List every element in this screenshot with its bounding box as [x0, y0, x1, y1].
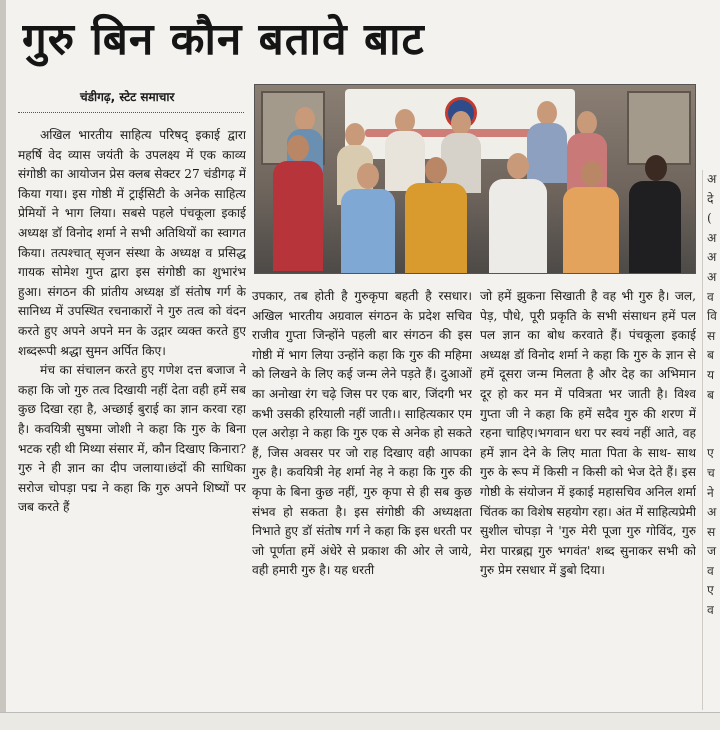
- photo-window: [627, 91, 691, 165]
- headline: गुरु बिन कौन बतावे बाट: [22, 14, 425, 65]
- paragraph: जो हमें झुकना सिखाती है वह भी गुरु है। जल, पेड़, पौधे, पूरी प्रकृति के सभी संसाधन हमें पल पल ज्ञान का बोध करवाते हैं। पंचकूला इकाई अध्यक्ष डॉ विनोद शर्मा ने कहा कि गुरु के ज्ञान से हमें दूसरा जन्म मिलता है और देह का अभिमान दूर हो कर मन में पवित्रता भर जाती है। विश्व गुप्ता जी ने कहा कि हमें सदैव गुरु की शरण में रहना चाहिए।भगवान धरा पर स्वयं नहीं आते, वह हमें ज्ञान देने के लिए माता पिता के साथ- साथ गुरु के रूप में किसी न किसी को भेज देते हैं। इस गोष्ठी के संयोजन में इकाई महासचिव अनिल शर्मा चिंतक का विशेष सहयोग रहा। अंत में साहित्यप्रेमी सुशील चोपड़ा ने 'गुरु मेरी पूजा गुरु गोविंद, गुरु मेरा पारब्रह्म गुरु भगवंत' शब्द सुनाकर सभी को गुरु प्रेम रसधार में डुबो दिया।: [480, 289, 696, 578]
- paragraph: उपकार, तब होती है गुरुकृपा बहती है रसधार। अखिल भारतीय अग्रवाल संगठन के प्रदेश सचिव राजीव गुप्ता जिन्होंने पहली बार संगठन की इस गोष्ठी में भाग लिया उन्होंने कहा कि गुरु की महिमा को लिखने के लिए कई जन्म लेने पड़ते हैं। दुआओं का अनोखा रंग चढ़े जिस पर एक बार, जिंदगी भर कभी उसकी हरियाली नहीं जाती।। साहित्यकार एम एल अरोड़ा ने कहा कि गुरु एक से अनेक हो सकते हैं, जिस अवसर पर जो राह दिखाए वही आपका गुरु है। कवयित्री नेह शर्मा नेह ने कहा कि गुरु की कृपा के बिना कुछ नहीं, गुरु कृपा से ही सब कुछ संभव हो सकता है। इस संगोष्ठी की अध्यक्षता निभाते हुए डॉ संतोष गर्ग ने कहा कि इस धरती पर जो पूर्णता हमें अंधेरे से प्रकाश की ओर ले जाये, वही हमारी गुरु है। यह धरती: [252, 289, 472, 578]
- group-photo: [254, 84, 696, 274]
- paragraph: अखिल भारतीय साहित्य परिषद् इकाई द्वारा महर्षि वेद व्यास जयंती के उपलक्ष्य में एक काव्य संगोष्ठी का आयोजन प्रेस क्लब सेक्टर 27 चंडीगढ़ में किया गया। इस गोष्ठी में ट्राईसिटी के अनेक साहित्य प्रेमियों ने भाग लिया। सबसे पहले पंचकूला इकाई अध्यक्ष डॉ विनोद शर्मा ने सभी अतिथियों का स्वागत किया। तत्पश्चात् सृजन संस्था के अध्यक्ष व प्रसिद्ध गायक सोमेश गुप्त द्वारा इस संगोष्ठी का शुभारंभ हुआ। संगठन की प्रांतीय अध्यक्ष डॉ संतोष गर्ग के सानिध्य में उपस्थित रचनाकारों ने गुरु तत्व को वंदन करते हुए अपने अपने मन के उद्गार व्यक्त करते हुए शब्दरूपी श्रद्धा सुमन अर्पित किए।: [18, 128, 246, 358]
- article-column-2: [252, 287, 472, 704]
- article-column-1: [18, 126, 246, 704]
- adjacent-article-edge: अ दे ( अ अ अ व वि स ब य ब ए च ने अ स ज व ए व: [702, 170, 720, 710]
- dotted-divider: [18, 112, 244, 113]
- page-bottom-strip: [0, 712, 720, 730]
- article-column-3: [480, 287, 696, 704]
- paragraph: मंच का संचालन करते हुए गणेश दत्त बजाज ने कहा कि जो गुरु तत्व दिखायी नहीं देता वही हमें सब कुछ दिखा रहा है, अच्छाई बुराई का ज्ञान करवा रहा है। कवयित्री सुषमा जोशी ने कहा कि गुरु के बिना भटक रही थी मिथ्या संसार में, कौन दिखाए किनारा? गुरु ने ही ज्ञान का दीप जलाया।छंदों की साधिका सरोज चोपड़ा पद्म ने कहा कि गुरु अपने शिष्यों पर जब करते हैं: [18, 363, 246, 515]
- dateline: चंडीगढ़, स्टेट समाचार: [80, 90, 175, 104]
- page-margin-rule: [0, 0, 6, 729]
